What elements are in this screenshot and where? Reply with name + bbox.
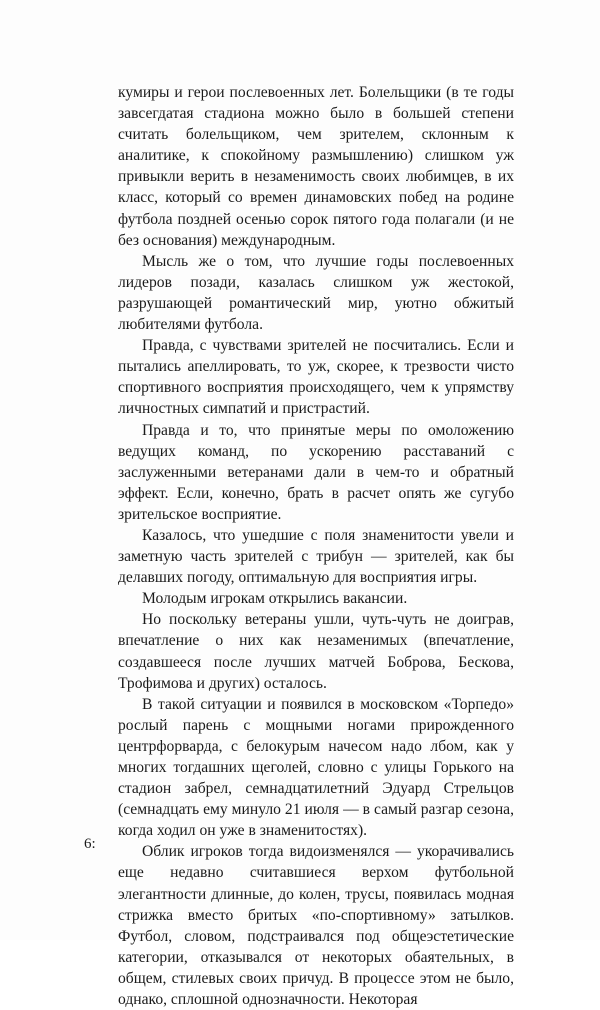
paragraph-4: Правда и то, что принятые меры по омоложению ведущих команд, по ускорению расставаний с заслуженными ветеранами дали в чем-то и обратный эффект. Если, конечно, брать в расчет опять же сугубо зрительское восприятие. [118, 421, 514, 523]
page-number: 6: [84, 836, 96, 852]
paragraph-5: Казалось, что ушедшие с поля знаменитости увели и заметную часть зрителей с трибун — зрителей, как бы делавших погоду, оптимальную для восприятия игры. [118, 526, 514, 587]
body-text [118, 82, 514, 1010]
paragraph-3: Правда, с чувствами зрителей не посчитались. Если и пытались апеллировать, то уж, скорее, к трезвости чисто спортивного восприятия происходящего, чем к упрямству личностных симпатий и пристрастий. [118, 337, 514, 418]
paragraph-7: Но поскольку ветераны ушли, чуть-чуть не доиграв, впечатление о них как незаменимых (впечатление, создавшееся после лучших матчей Боброва, Бескова, Трофимова и других) осталось. [118, 611, 514, 692]
paragraph-8: В такой ситуации и появился в московском «Торпедо» рослый парень с мощными ногами прирожденного центрфорварда, с белокурым начесом надо лбом, как у многих тогдашних щеголей, словно с улицы Горького на стадион забрел, семнадцатилетний Эдуард Стрельцов (семнадцать ему минуло 21 июля — в самый разгар сезона, когда ходил он уже в знаменитостях). [118, 695, 514, 840]
paragraph-9: Облик игроков тогда видоизменялся — укорачивались еще недавно считавшиеся верхом футбольной элегантности длинные, до колен, трусы, появилась модная стрижка вместо бритых «по-спортивному» затылков. Футбол, словом, подстраивался под общеэстетические категории, отказывался от некоторых обаятельных, в общем, стилевых своих причуд. В процессе этом не было, однако, сплошной однозначности. Некоторая [118, 843, 514, 1009]
paragraph-6: Молодым игрокам открылись вакансии. [142, 590, 408, 608]
paragraph-1: кумиры и герои послевоенных лет. Болельщики (в те годы завсегдатая стадиона можно было в большей степени считать болельщиком, чем зрителем, склонным к аналитике, к спокойному размышлению) слишком уж привыкли верить в незаменимость своих любимцев, в их класс, который со времен динамовских побед на родине футбола поздней осенью сорок пятого года полагали (и не без основания) международным. [118, 84, 514, 249]
paragraph-2: Мысль же о том, что лучшие годы послевоенных лидеров позади, казалась слишком уж жестокой, разрушающей романтический мир, уютно обжитый любителями футбола. [118, 252, 514, 334]
